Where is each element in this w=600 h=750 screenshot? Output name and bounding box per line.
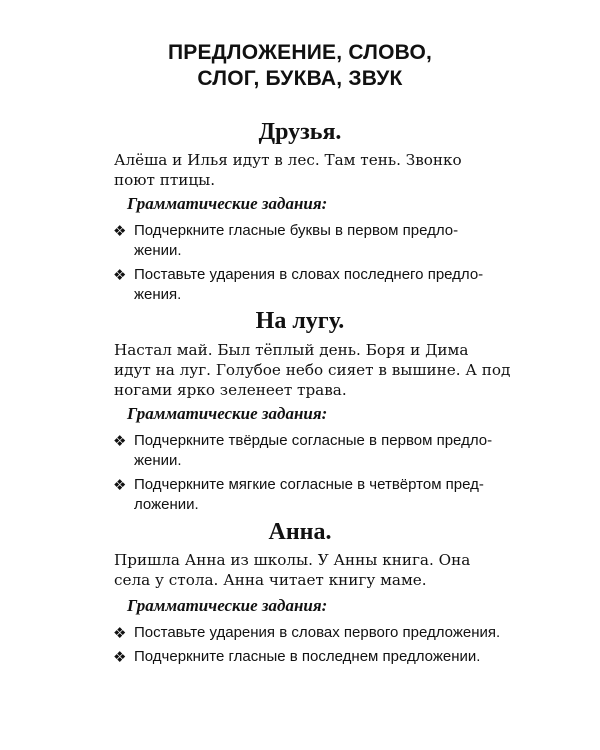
- page-title-line: СЛОГ, БУКВА, ЗВУК: [197, 67, 403, 90]
- section-heading: Анна.: [268, 519, 332, 545]
- task-item: [112, 265, 512, 305]
- paragraph-line: Алёша и Илья идут в лес. Там тень. Звонко: [114, 151, 462, 169]
- task-item: [112, 221, 512, 261]
- task-line: Подчеркните гласные в последнем предложении.: [134, 648, 481, 665]
- page-title: [0, 40, 600, 92]
- paragraph-line: идут на луг. Голубое небо сияет в вышине. А под: [114, 361, 511, 379]
- paragraph-line: Настал май. Был тёплый день. Боря и Дима: [114, 341, 469, 359]
- task-line: Поставьте ударения в словах последнего предло-: [134, 266, 484, 283]
- diamond-bullet-icon: ❖: [113, 432, 127, 450]
- section-heading: Друзья.: [258, 119, 342, 145]
- task-line: жении.: [134, 242, 182, 259]
- section-heading: На лугу.: [255, 308, 345, 334]
- task-line: Подчеркните твёрдые согласные в первом предло-: [134, 432, 493, 449]
- paragraph-line: поют птицы.: [114, 171, 216, 189]
- task-line: Подчеркните гласные буквы в первом предло-: [134, 222, 459, 239]
- task-item: [112, 623, 512, 643]
- paragraph-line: села у стола. Анна читает книгу маме.: [114, 571, 427, 589]
- task-item: [112, 475, 512, 515]
- tasks-label: Грамматические задания:: [127, 194, 328, 213]
- tasks-label: Грамматические задания:: [127, 404, 328, 423]
- paragraph-line: Пришла Анна из школы. У Анны книга. Она: [114, 551, 471, 569]
- task-item: [112, 431, 512, 471]
- task-line: Подчеркните мягкие согласные в четвёртом пред-: [134, 476, 484, 493]
- task-line: ложении.: [134, 496, 199, 513]
- diamond-bullet-icon: ❖: [113, 476, 127, 494]
- task-line: жения.: [134, 286, 182, 303]
- tasks-label: Грамматические задания:: [127, 596, 328, 615]
- task-line: Поставьте ударения в словах первого предложения.: [134, 624, 501, 641]
- diamond-bullet-icon: ❖: [113, 222, 127, 240]
- paragraph-line: ногами ярко зеленеет трава.: [114, 381, 347, 399]
- task-line: жении.: [134, 452, 182, 469]
- diamond-bullet-icon: ❖: [113, 266, 127, 284]
- task-list: [112, 623, 512, 671]
- task-list: [112, 221, 512, 309]
- task-list: [112, 431, 512, 519]
- section-paragraph: [114, 550, 504, 590]
- section-paragraph: [114, 340, 511, 400]
- task-item: [112, 647, 512, 667]
- section-paragraph: [114, 150, 504, 190]
- page-title-line: ПРЕДЛОЖЕНИЕ, СЛОВО,: [167, 41, 433, 64]
- diamond-bullet-icon: ❖: [113, 624, 127, 642]
- diamond-bullet-icon: ❖: [113, 648, 127, 666]
